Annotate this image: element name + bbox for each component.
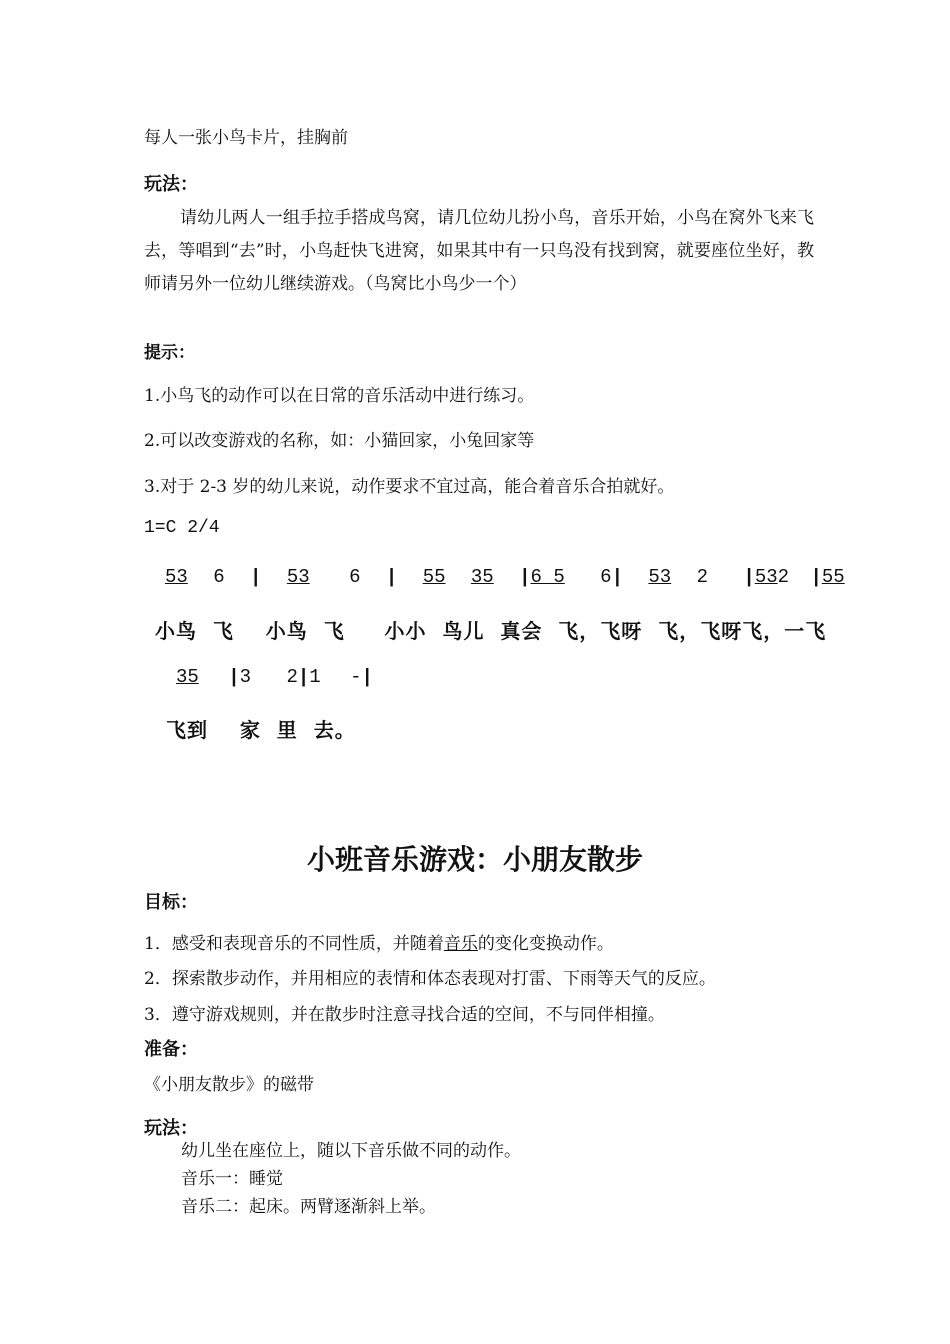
note-group: 53 — [286, 566, 310, 588]
note-group: 55 — [821, 566, 845, 588]
prep-text: 《小朋友散步》的磁带 — [144, 1075, 314, 1095]
play-line: 幼儿坐在座位上，随以下音乐做不同的动作。 — [181, 1141, 521, 1161]
goal-item: 2．探索散步动作，并用相应的表情和体态表现对打雷、下雨等天气的反应。 — [144, 969, 716, 989]
note-group: 53 — [165, 566, 188, 588]
note-group: - — [350, 666, 362, 688]
tip-item: 1.小鸟飞的动作可以在日常的音乐活动中进行练习。 — [144, 386, 535, 406]
goal-text: 1．感受和表现音乐的不同性质，并随着 — [144, 934, 444, 954]
play-heading-2: 玩法： — [144, 1118, 198, 1139]
note-group: 2 — [286, 666, 298, 688]
note-group: 6 — [349, 566, 361, 588]
note-group: 6 — [600, 566, 612, 588]
prep-line: 每人一张小鸟卡片，挂胸前 — [144, 128, 348, 148]
note-group: 2 — [696, 566, 708, 588]
note-group: 35 — [470, 566, 494, 588]
prep-heading: 准备： — [144, 1039, 198, 1060]
note-group: 3 — [239, 666, 252, 688]
goal-text: 的变化变换动作。 — [477, 934, 614, 954]
note-group: 6 5 — [530, 566, 565, 588]
note-group: 1 — [309, 666, 321, 688]
notation-row-2: 35 |3 2|1 -| — [176, 666, 373, 688]
note-group: 6 — [213, 566, 225, 588]
key-signature: 1=C 2/4 — [144, 518, 220, 538]
note-group: 2 — [777, 566, 790, 588]
goal-item: 3．遵守游戏规则，并在散步时注意寻找合适的空间，不与同伴相撞。 — [144, 1005, 665, 1025]
play-paragraph: 请幼儿两人一组手拉手搭成鸟窝，请几位幼儿扮小鸟，音乐开始，小鸟在窝外飞来飞去，等唱到“去”时，小鸟赶快飞进窝，如果其中有一只鸟没有找到窝，就要座位坐好，教师请另外一位幼儿继续游戏。（鸟窝比小鸟少一个） — [144, 208, 814, 294]
goal-heading: 目标： — [144, 892, 198, 913]
goal-item — [144, 929, 614, 954]
play-line: 音乐二：起床。两臂逐渐斜上举。 — [181, 1197, 436, 1217]
note-group: 53 — [754, 566, 778, 588]
note-group: 53 — [648, 566, 672, 588]
play-line: 音乐一：睡觉 — [181, 1169, 283, 1189]
tip-item: 2.可以改变游戏的名称，如：小猫回家，小兔回家等 — [144, 431, 535, 451]
section-title: 小班音乐游戏：小朋友散步 — [306, 843, 643, 876]
tip-item: 3.对于 2-3 岁的幼儿来说，动作要求不宜过高，能合着音乐合拍就好。 — [144, 477, 675, 497]
music-link[interactable]: 音乐 — [443, 934, 478, 954]
note-group: 35 — [176, 666, 199, 688]
lyrics-row-1: 小鸟 飞 小鸟 飞 小小 鸟儿 真会 飞，飞呀 飞，飞呀飞，一飞 — [155, 619, 827, 643]
lyrics-row-2: 飞到 家 里 去。 — [166, 718, 356, 742]
tips-heading: 提示： — [144, 343, 195, 363]
notation-row-1: 53 6 | 53 6 | 55 35 |6 5 6| 53 2 |532 |55 — [165, 566, 845, 588]
play-heading: 玩法： — [144, 174, 198, 195]
note-group: 55 — [422, 566, 446, 588]
